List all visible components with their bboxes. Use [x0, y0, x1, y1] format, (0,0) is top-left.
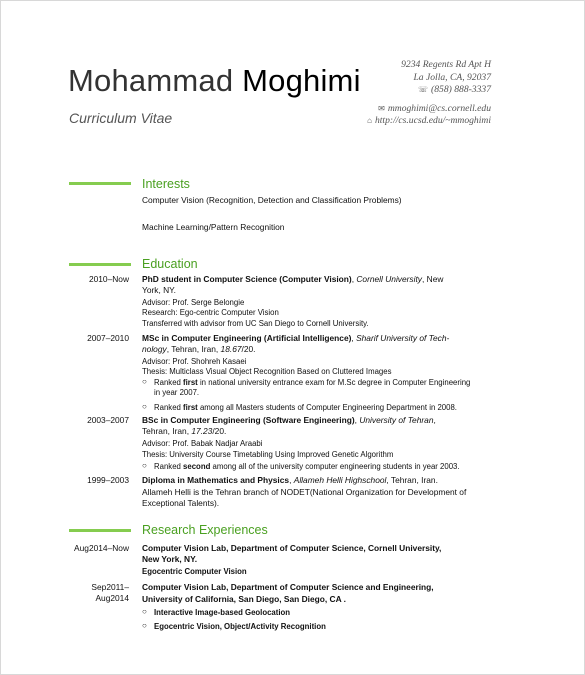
education-date: 2010–Now — [88, 274, 129, 284]
research-section-title: Research Experiences — [142, 523, 268, 537]
location: , — [433, 415, 436, 425]
website-line[interactable] — [367, 115, 491, 128]
detail-line: Thesis: University Course Timetabling Using Improved Genetic Algorithm — [142, 450, 394, 459]
grade-suffix: /20. — [212, 426, 227, 436]
phone-icon: ☏ — [418, 85, 429, 95]
web-icon: ⌂ — [367, 116, 372, 126]
phone-line — [367, 84, 491, 97]
website-url[interactable]: http://cs.ucsd.edu/~mmoghimi — [374, 115, 491, 127]
document-subtitle: Curriculum Vitae — [69, 110, 173, 126]
location: , New — [422, 274, 444, 284]
grade-suffix: /20. — [241, 344, 256, 354]
education-degree-line-2 — [142, 426, 226, 437]
detail-line: Research: Ego-centric Computer Vision — [142, 308, 279, 317]
location: , Tehran, Iran, — [166, 344, 221, 354]
institution: University of Tehran — [359, 415, 434, 425]
interest-item: Computer Vision (Recognition, Detection and Classification Problems) — [142, 195, 402, 205]
bullet-icon: ○ — [142, 461, 147, 470]
email-address[interactable]: mmoghimi@cs.cornell.edu — [387, 102, 491, 114]
education-date: 1999–2003 — [87, 475, 129, 485]
bullet-icon: ○ — [142, 402, 147, 411]
detail-line: Advisor: Prof. Shohreh Kasaei — [142, 357, 247, 366]
email-line[interactable] — [367, 103, 491, 116]
bullet-text-cont: in year 2007. — [154, 388, 200, 397]
bullet-icon: ○ — [142, 607, 147, 616]
research-bullet: Interactive Image-based Geolocation — [154, 608, 291, 617]
research-bullet: Egocentric Vision, Object/Activity Recognition — [154, 622, 326, 631]
first-name: Mohammad — [68, 63, 234, 98]
location: , Tehran, Iran. — [386, 475, 438, 485]
grade: 18.67 — [220, 344, 242, 354]
contact-block — [367, 59, 491, 128]
institution: Cornell University — [356, 274, 422, 284]
lab-line: Computer Vision Lab, Department of Computer Science, Cornell University, — [142, 543, 442, 553]
degree-title: PhD student in Computer Science (Computer Vision) — [142, 274, 352, 284]
bullet-text: Ranked first among all Masters students of Computer Engineering Department in 2008. — [154, 403, 457, 412]
institution-cont: nology — [142, 344, 167, 354]
research-date: Aug2014–Now — [74, 543, 129, 553]
location-cont: York, NY. — [142, 285, 176, 295]
bullet-icon: ○ — [142, 377, 147, 386]
detail-line: Advisor: Prof. Serge Belongie — [142, 298, 245, 307]
address-line-1: 9234 Regents Rd Apt H — [401, 59, 491, 70]
detail-line: Transferred with advisor from UC San Diego to Cornell University. — [142, 319, 369, 328]
research-date-cont: Aug2014 — [95, 593, 129, 603]
lab-line-cont: University of California, San Diego, San Diego, CA . — [142, 594, 346, 604]
education-section-title: Education — [142, 257, 198, 271]
detail-line: Exceptional Talents). — [142, 498, 220, 508]
degree-title: MSc in Computer Engineering (Artificial Intelligence) — [142, 333, 352, 343]
bullet-text: Ranked second among all of the university computer engineering students in year 2003. — [154, 462, 460, 471]
lab-line: Computer Vision Lab, Department of Computer Science and Engineering, — [142, 582, 434, 592]
bullet-icon: ○ — [142, 621, 147, 630]
interests-section-bar — [69, 182, 131, 185]
education-degree-line: PhD student in Computer Science (Computer Vision), Cornell University, New — [142, 274, 444, 284]
address-line-2: La Jolla, CA, 92037 — [413, 71, 491, 83]
education-degree-line-2 — [142, 344, 256, 355]
location-cont: Tehran, Iran, — [142, 426, 192, 436]
research-section-bar — [69, 529, 131, 532]
interests-section-title: Interests — [142, 177, 190, 191]
education-degree-line: BSc in Computer Engineering (Software Engineering), University of Tehran, — [142, 415, 436, 425]
research-date: Sep2011– — [91, 582, 129, 592]
research-topic: Egocentric Computer Vision — [142, 567, 247, 576]
detail-line: Thesis: Multiclass Visual Object Recognition Based on Cluttered Images — [142, 367, 392, 376]
applicant-name — [68, 63, 361, 99]
lab-line-cont: New York, NY. — [142, 554, 198, 564]
last-name: Moghimi — [242, 63, 361, 98]
phone-number: (858) 888-3337 — [431, 84, 491, 96]
institution: Allameh Helli Highschool — [293, 475, 387, 485]
email-icon: ✉ — [378, 103, 385, 113]
education-degree-line: Diploma in Mathematics and Physics, Allameh Helli Highschool, Tehran, Iran. — [142, 475, 438, 485]
education-date: 2007–2010 — [87, 333, 129, 343]
interest-item: Machine Learning/Pattern Recognition — [142, 222, 285, 232]
degree-title: Diploma in Mathematics and Physics — [142, 475, 290, 485]
detail-line: Allameh Helli is the Tehran branch of NODET(National Organization for Development of — [142, 487, 467, 497]
education-date: 2003–2007 — [87, 415, 129, 425]
education-degree-line: MSc in Computer Engineering (Artificial Intelligence), Sharif University of Tech- — [142, 333, 450, 343]
education-section-bar — [69, 263, 131, 266]
bullet-text: Ranked first in national university entrance exam for M.Sc degree in Computer Engineering — [154, 378, 471, 387]
detail-line: Advisor: Prof. Babak Nadjar Araabi — [142, 439, 263, 448]
institution: Sharif University of Tech- — [356, 333, 450, 343]
degree-title: BSc in Computer Engineering (Software Engineering) — [142, 415, 355, 425]
grade: 17.23 — [191, 426, 213, 436]
